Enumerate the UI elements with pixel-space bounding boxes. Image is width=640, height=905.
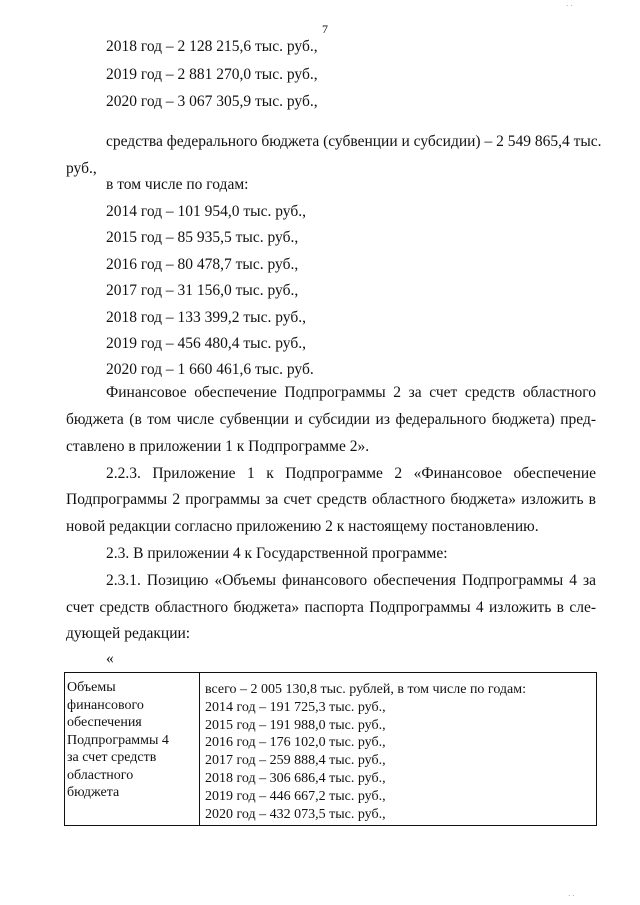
finance-paragraph-line-2: бюджета (в том числе субвенции и субсидии из федерального бюджета) пред- <box>66 411 596 428</box>
right-cell-line: 2017 год – 259 888,4 тыс. руб., <box>205 753 386 769</box>
table-left-cell <box>67 679 169 802</box>
by-years-label: в том числе по годам: <box>106 176 249 193</box>
page-number: 7 <box>322 22 328 36</box>
table-right-cell <box>205 681 526 823</box>
finance-paragraph-line-3: ставлено в приложении 1 к Подпрограмме 2». <box>66 438 370 455</box>
section-231-line-3: дующей редакции: <box>66 625 191 642</box>
federal-year-2019: 2019 год – 456 480,4 тыс. руб., <box>106 335 306 352</box>
year-line-2020: 2020 год – 3 067 305,9 тыс. руб., <box>106 93 318 110</box>
right-cell-line: всего – 2 005 130,8 тыс. рублей, в том числе по годам: <box>205 682 527 697</box>
section-223-line-2: Подпрограммы 2 программы за счет средств областного бюджета» изложить в <box>66 491 596 508</box>
left-cell-line: за счет средств <box>67 750 157 765</box>
right-cell-line: 2020 год – 432 073,5 тыс. руб., <box>205 806 386 822</box>
open-quote: « <box>106 650 114 667</box>
federal-year-2015: 2015 год – 85 935,5 тыс. руб., <box>106 229 299 246</box>
federal-year-2017: 2017 год – 31 156,0 тыс. руб., <box>106 282 299 299</box>
section-223-line-3: новой редакции согласно приложению 2 к настоящему постановлению. <box>66 518 539 535</box>
left-cell-line: обеспечения <box>67 715 142 730</box>
left-cell-line: областного <box>67 767 134 783</box>
left-cell-line: финансового <box>67 697 144 713</box>
section-231-line-2: счет средств областного бюджета» паспорта Подпрограммы 4 изложить в сле- <box>66 599 596 616</box>
scan-mark-top-right: · · <box>566 2 573 10</box>
scan-mark-bottom-right: · · <box>568 892 575 900</box>
section-23-line: 2.3. В приложении 4 к Государственной программе: <box>106 545 448 562</box>
right-cell-line: 2018 год – 306 686,4 тыс. руб., <box>205 770 386 786</box>
left-cell-line: бюджета <box>67 785 120 800</box>
finance-paragraph-line-1: Финансовое обеспечение Подпрограммы 2 за счет средств областного <box>106 384 596 401</box>
left-cell-line: Объемы <box>67 680 116 695</box>
section-223-line-1: 2.2.3. Приложение 1 к Подпрограмме 2 «Финансовое обеспечение <box>106 465 596 482</box>
federal-funds-line-cont: руб., <box>66 160 97 177</box>
section-231-line-1: 2.3.1. Позицию «Объемы финансового обеспечения Подпрограммы 4 за <box>106 572 596 589</box>
federal-year-2018: 2018 год – 133 399,2 тыс. руб., <box>106 309 306 326</box>
federal-funds-line: средства федерального бюджета (субвенции и субсидии) – 2 549 865,4 тыс. <box>106 133 602 150</box>
right-cell-line: 2014 год – 191 725,3 тыс. руб., <box>205 699 386 715</box>
federal-year-2020: 2020 год – 1 660 461,6 тыс. руб. <box>106 361 314 378</box>
table-divider <box>199 673 200 825</box>
right-cell-line: 2015 год – 191 988,0 тыс. руб., <box>205 717 386 733</box>
federal-year-2016: 2016 год – 80 478,7 тыс. руб., <box>106 256 299 273</box>
funding-table <box>64 672 597 826</box>
federal-year-2014: 2014 год – 101 954,0 тыс. руб., <box>106 203 306 220</box>
right-cell-line: 2019 год – 446 667,2 тыс. руб., <box>205 788 386 804</box>
right-cell-line: 2016 год – 176 102,0 тыс. руб., <box>205 735 386 751</box>
left-cell-line: Подпрограммы 4 <box>67 732 169 748</box>
year-line-2019: 2019 год – 2 881 270,0 тыс. руб., <box>106 66 318 83</box>
year-line-2018: 2018 год – 2 128 215,6 тыс. руб., <box>106 38 318 55</box>
